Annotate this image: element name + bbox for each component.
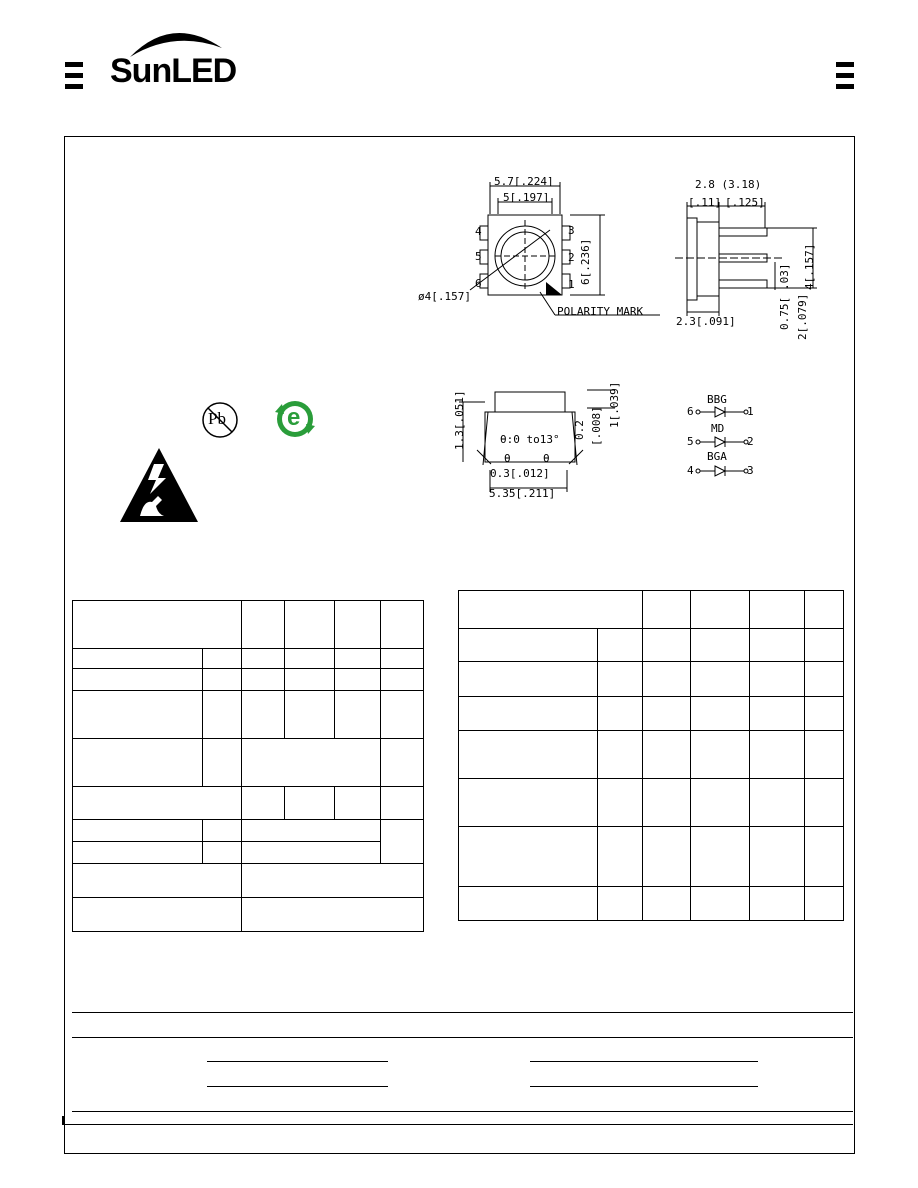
profile-theta-right: θ <box>543 452 550 465</box>
char-header-cell <box>643 591 690 629</box>
ratings-header-cell <box>242 601 285 649</box>
char-cell <box>690 629 749 662</box>
char-cell <box>804 697 843 731</box>
ratings-cell <box>284 669 334 691</box>
pin-left-4: 4 <box>475 225 482 238</box>
char-cell <box>749 887 804 921</box>
pb-free-text: Pb <box>208 409 226 428</box>
dim-diameter: ø4[.157] <box>418 290 471 303</box>
footer-divider-3 <box>72 1111 853 1112</box>
ratings-cell <box>73 787 242 820</box>
ratings-cell <box>73 842 203 864</box>
characteristics-table <box>458 590 844 921</box>
char-cell <box>804 827 843 887</box>
profile-dim-bottom: 5.35[.211] <box>489 487 556 500</box>
char-header-cell <box>749 591 804 629</box>
schematic <box>685 393 765 483</box>
ratings-cell <box>73 820 203 842</box>
char-cell <box>459 697 598 731</box>
ratings-cell <box>381 691 424 739</box>
ratings-cell <box>203 669 242 691</box>
ratings-cell <box>73 898 242 932</box>
char-cell <box>643 662 690 697</box>
char-header-cell <box>459 591 643 629</box>
profile-dim-right-2: [.008] <box>590 406 603 446</box>
char-cell <box>690 731 749 779</box>
side-dim-lead: .03] <box>778 263 791 290</box>
schematic-pin-3: 3 <box>747 464 754 477</box>
footer-divider-1 <box>72 1012 853 1013</box>
schematic-label-bga: BGA <box>707 450 727 463</box>
ratings-cell <box>242 691 285 739</box>
side-dim-lead-2: 0.75[ <box>778 296 791 330</box>
side-dim-height: 4[.157] <box>803 243 816 290</box>
char-cell <box>749 662 804 697</box>
footer-divider-2 <box>72 1037 853 1038</box>
char-cell <box>643 629 690 662</box>
char-cell <box>643 731 690 779</box>
ratings-cell <box>334 649 380 669</box>
char-cell <box>598 697 643 731</box>
ratings-cell <box>381 739 424 787</box>
char-header-cell <box>804 591 843 629</box>
schematic-pin-4: 4 <box>687 464 694 477</box>
header-bars-right <box>836 62 854 95</box>
ratings-cell <box>73 739 203 787</box>
signature-line <box>207 1086 388 1087</box>
ratings-cell <box>284 649 334 669</box>
profile-dim-inner: 0.3[.012] <box>490 467 550 480</box>
header-bars-left <box>65 62 83 95</box>
ratings-cell <box>242 787 285 820</box>
char-cell <box>598 827 643 887</box>
schematic-pin-5: 5 <box>687 435 694 448</box>
side-dim-top-right: [.125] <box>725 196 765 209</box>
char-cell <box>459 731 598 779</box>
char-cell <box>690 697 749 731</box>
char-cell <box>804 662 843 697</box>
char-cell <box>459 662 598 697</box>
side-dim-bottom: 2.3[.091] <box>676 315 736 328</box>
pin-right-1: 1 <box>568 278 575 291</box>
sunled-logo <box>108 22 248 94</box>
char-cell <box>598 731 643 779</box>
ratings-cell <box>242 649 285 669</box>
ratings-cell <box>242 669 285 691</box>
ratings-cell <box>334 669 380 691</box>
pin-right-2: 2 <box>568 251 575 264</box>
ratings-cell <box>242 820 381 842</box>
ratings-cell <box>284 691 334 739</box>
ratings-cell <box>381 787 424 820</box>
pin-left-5: 5 <box>475 250 482 263</box>
char-cell <box>690 779 749 827</box>
ratings-cell <box>73 864 242 898</box>
char-cell <box>749 779 804 827</box>
ratings-header-cell <box>73 601 242 649</box>
ratings-cell <box>203 649 242 669</box>
esd-warning-icon <box>118 444 200 524</box>
ratings-cell <box>203 820 242 842</box>
logo-text: SunLED <box>110 52 237 90</box>
profile-theta-left: θ <box>504 452 511 465</box>
ratings-cell <box>73 691 203 739</box>
pb-free-icon <box>200 400 240 440</box>
ratings-cell <box>381 820 424 864</box>
char-cell <box>598 887 643 921</box>
ratings-cell <box>203 691 242 739</box>
char-cell <box>643 887 690 921</box>
char-cell <box>690 887 749 921</box>
char-cell <box>690 827 749 887</box>
char-cell <box>804 629 843 662</box>
ratings-cell <box>334 691 380 739</box>
char-cell <box>643 779 690 827</box>
ratings-cell <box>284 787 334 820</box>
dim-height: 6[.236] <box>579 238 592 285</box>
char-header-cell <box>690 591 749 629</box>
char-cell <box>804 731 843 779</box>
profile-dim-left: 1.3[.051] <box>453 390 466 450</box>
schematic-pin-6: 6 <box>687 405 694 418</box>
schematic-pin-2: 2 <box>747 435 754 448</box>
ratings-cell <box>73 669 203 691</box>
char-cell <box>598 629 643 662</box>
polarity-mark-label: POLARITY MARK <box>557 305 644 318</box>
char-cell <box>749 697 804 731</box>
profile-angle-text: θ:0 to13° <box>500 433 560 446</box>
char-cell <box>690 662 749 697</box>
side-dim-top-left: [.11] <box>688 196 722 209</box>
ratings-cell <box>73 649 203 669</box>
ratings-header-cell <box>381 601 424 649</box>
side-dim-total: 2[.079] <box>796 293 809 340</box>
signature-line <box>530 1061 758 1062</box>
ratings-cell <box>203 842 242 864</box>
char-cell <box>643 697 690 731</box>
ratings-header-cell <box>284 601 334 649</box>
ratings-cell <box>381 649 424 669</box>
ratings-table <box>72 600 424 932</box>
rohs-icon <box>272 398 318 440</box>
ratings-cell <box>242 864 424 898</box>
char-cell <box>749 731 804 779</box>
char-cell <box>459 887 598 921</box>
dim-width-inner: 5[.197] <box>503 191 550 204</box>
schematic-label-md: MD <box>711 422 725 435</box>
pin-right-3: 3 <box>568 224 575 237</box>
char-cell <box>749 629 804 662</box>
diode-symbols-icon <box>695 405 749 477</box>
ratings-header-cell <box>334 601 380 649</box>
footer-left-mark <box>62 1116 65 1125</box>
char-cell <box>804 887 843 921</box>
footer-divider-4 <box>64 1124 853 1125</box>
pin-left-6: 6 <box>475 277 482 290</box>
dim-width-outer: 5.7[.224] <box>494 175 554 188</box>
char-cell <box>459 827 598 887</box>
profile-dim-right-3: 1[.039] <box>608 381 621 428</box>
char-cell <box>749 827 804 887</box>
char-cell <box>804 779 843 827</box>
ratings-cell <box>203 739 242 787</box>
char-cell <box>598 779 643 827</box>
rohs-text: e <box>287 404 301 431</box>
char-cell <box>459 629 598 662</box>
schematic-label-bbg: BBG <box>707 393 727 406</box>
schematic-pin-1: 1 <box>747 405 754 418</box>
ratings-cell <box>242 898 424 932</box>
char-cell <box>598 662 643 697</box>
signature-line <box>530 1086 758 1087</box>
signature-line <box>207 1061 388 1062</box>
ratings-cell <box>242 842 381 864</box>
ratings-cell <box>381 669 424 691</box>
char-cell <box>459 779 598 827</box>
side-dim-top: 2.8 (3.18) <box>695 178 762 191</box>
ratings-cell <box>242 739 381 787</box>
ratings-cell <box>334 787 380 820</box>
profile-dim-right-1: 0.2 <box>573 420 586 440</box>
char-cell <box>643 827 690 887</box>
